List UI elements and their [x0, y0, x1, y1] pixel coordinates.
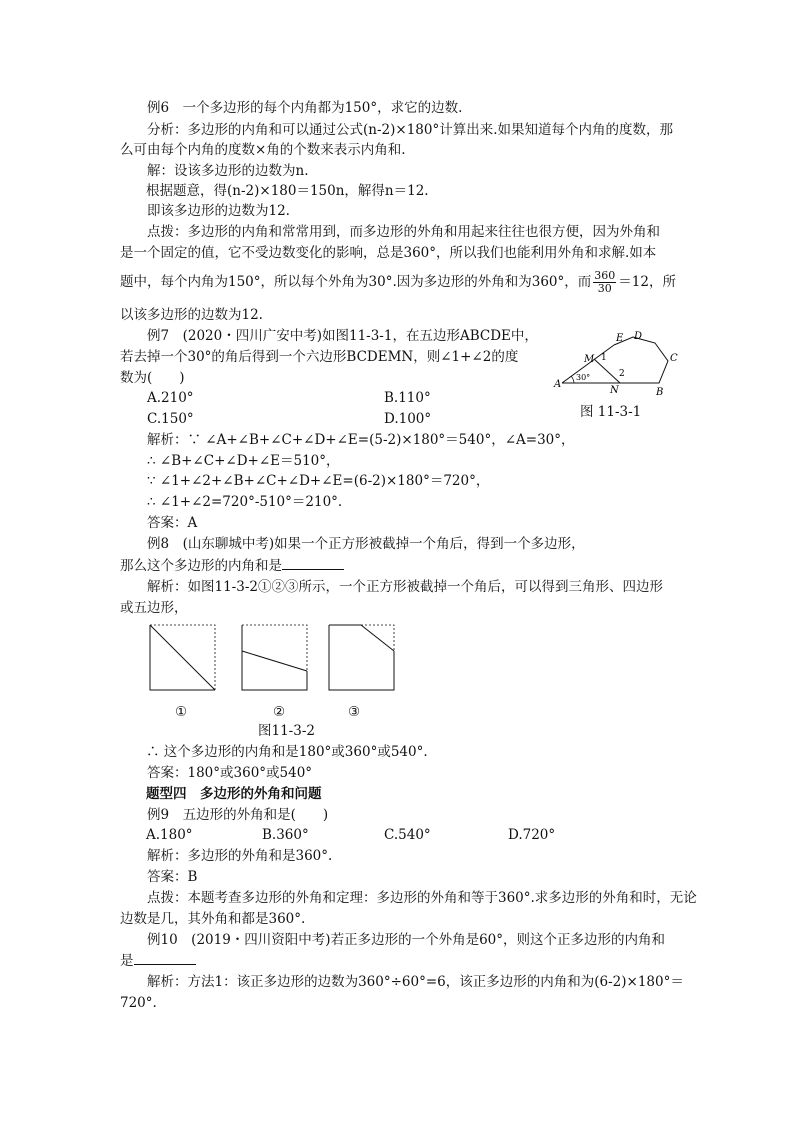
ex7-analysis-line1: 解析：∵ ∠A+∠B+∠C+∠D+∠E=(5-2)×180°＝540°，∠A=30°， — [147, 432, 575, 448]
ex6-analysis-line2: 么可由每个内角的度数×角的个数来表示内角和. — [120, 142, 406, 158]
ex10-analysis-line2: 720°. — [120, 995, 157, 1011]
ex9-option-c: C.540° — [384, 827, 431, 843]
fraction-denominator: 30 — [597, 282, 612, 295]
figure-cut-squares — [148, 623, 398, 693]
ex7-analysis-line3: ∵ ∠1+∠2+∠B+∠C+∠D+∠E=(6-2)×180°＝720°， — [147, 473, 490, 489]
figure-label-1: ① — [175, 704, 188, 720]
ex6-analysis-line1: 分析：多边形的内角和可以通过公式(n-2)×180°计算出来.如果知道每个内角的度数，那 — [147, 122, 673, 138]
ex7-answer: 答案：A — [147, 515, 198, 531]
ex8-analysis-line2: 或五边形， — [120, 600, 188, 616]
square-2 — [242, 625, 307, 690]
ex10-question-line2 — [120, 952, 680, 970]
label-c: C — [670, 353, 678, 364]
ex9-tip-line1: 点拨：本题考查多边形的外角和定理：多边形的外角和等于360°.求多边形的外角和时，无论 — [147, 890, 697, 906]
ex8-analysis-line1: 解析：如图11-3-2①②③所示，一个正方形被截掉一个角后，可以得到三角形、四边形 — [147, 579, 663, 595]
ex9-option-b: B.360° — [262, 827, 309, 843]
ex6-tip-line4: 以该多边形的边数为12. — [120, 307, 263, 323]
ex7-question-line2: 若去掉一个30°的角后得到一个六边形BCDEMN，则∠1+∠2的度 — [120, 349, 519, 365]
ex6-solution-line1: 解：设该多边形的边数为n. — [147, 163, 309, 179]
ex7-option-c: C.150° — [147, 411, 194, 427]
ex10-analysis-line1: 解析：方法1：该正多边形的边数为360°÷60°=6，该正多边形的内角和为(6-2)×180°＝ — [147, 974, 684, 990]
answer-blank — [282, 557, 344, 570]
ex6-solution-line2: 根据题意，得(n-2)×180＝150n，解得n＝12. — [146, 183, 429, 199]
ex6-tip-line1: 点拨：多边形的内角和常常用到，而多边形的外角和用起来往往也很方便，因为外角和 — [147, 224, 660, 240]
ex9-option-a: A.180° — [146, 827, 193, 843]
ex6-solution-line3: 即该多边形的边数为12. — [147, 203, 290, 219]
figure-caption-11-3-2: 图11-3-2 — [258, 723, 315, 739]
fraction-numerator: 360 — [594, 269, 616, 282]
cut-line-mn — [594, 359, 620, 383]
ex6-tip-line3 — [120, 270, 680, 295]
ex9-question: 例9 五边形的外角和是( ) — [147, 807, 329, 823]
ex8-question-line1: 例8 (山东聊城中考)如果一个正方形被截掉一个角后，得到一个多边形， — [147, 536, 585, 552]
ex7-analysis-line4: ∴ ∠1+∠2=720°-510°＝210°. — [147, 494, 343, 510]
ex9-analysis: 解析：多边形的外角和是360°. — [147, 848, 333, 864]
ex7-question-line3: 数为( ) — [120, 370, 185, 386]
ex9-option-d: D.720° — [508, 827, 556, 843]
label-n: N — [610, 385, 619, 396]
label-angle-2: 2 — [619, 369, 625, 379]
ex7-option-d: D.100° — [384, 411, 432, 427]
ex10-question-text: 是 — [120, 953, 134, 969]
figure-caption-11-3-1: 图 11-3-1 — [580, 404, 642, 420]
label-b: B — [656, 387, 664, 397]
label-e: E — [616, 333, 624, 344]
ex6-question: 例6 一个多边形的每个内角都为150°，求它的边数. — [147, 100, 463, 116]
angle-a-arc — [571, 376, 574, 383]
ex6-tip-line2: 是一个固定的值，它不受边数变化的影响，总是360°，所以我们也能利用外角和求解.如本 — [120, 245, 657, 261]
ex7-question-line1: 例7 (2020・四川广安中考)如图11-3-1，在五边形ABCDE中， — [147, 328, 538, 344]
answer-blank — [134, 952, 196, 965]
section-heading: 题型四 多边形的外角和问题 — [146, 786, 322, 802]
fraction — [593, 270, 616, 295]
ex8-answer: 答案：180°或360°或540° — [147, 765, 313, 781]
square-1 — [150, 625, 215, 690]
figure-label-3: ③ — [348, 704, 361, 720]
figure-label-2: ② — [273, 704, 286, 720]
label-m: M — [584, 354, 595, 365]
ex7-option-b: B.110° — [384, 390, 431, 406]
ex8-analysis-line3: ∴ 这个多边形的内角和是180°或360°或540°. — [146, 744, 428, 760]
ex10-question-line1: 例10 (2019・四川资阳中考)若正多边形的一个外角是60°，则这个正多边形的内角和 — [147, 932, 665, 948]
ex8-question-line2 — [120, 557, 680, 575]
label-angle-30: 30° — [576, 373, 591, 382]
ex6-tip-line3-text: 题中，每个内角为150°，所以每个外角为30°.因为多边形的外角和为360°，而 — [120, 274, 592, 290]
ex7-analysis-line2: ∴ ∠B+∠C+∠D+∠E＝510°， — [147, 453, 340, 469]
label-d: D — [634, 331, 643, 342]
ex9-tip-line2: 边数是几，其外角和都是360°. — [120, 911, 306, 927]
label-a: A — [554, 379, 562, 390]
ex7-option-a: A.210° — [147, 390, 194, 406]
ex6-tip-line3-end: ＝12，所 — [618, 274, 676, 290]
square-3 — [329, 625, 394, 690]
ex9-answer: 答案：B — [147, 869, 198, 885]
figure-pentagon — [552, 325, 682, 397]
ex8-question-text: 那么这个多边形的内角和是 — [120, 558, 282, 574]
label-angle-1: 1 — [601, 353, 607, 363]
